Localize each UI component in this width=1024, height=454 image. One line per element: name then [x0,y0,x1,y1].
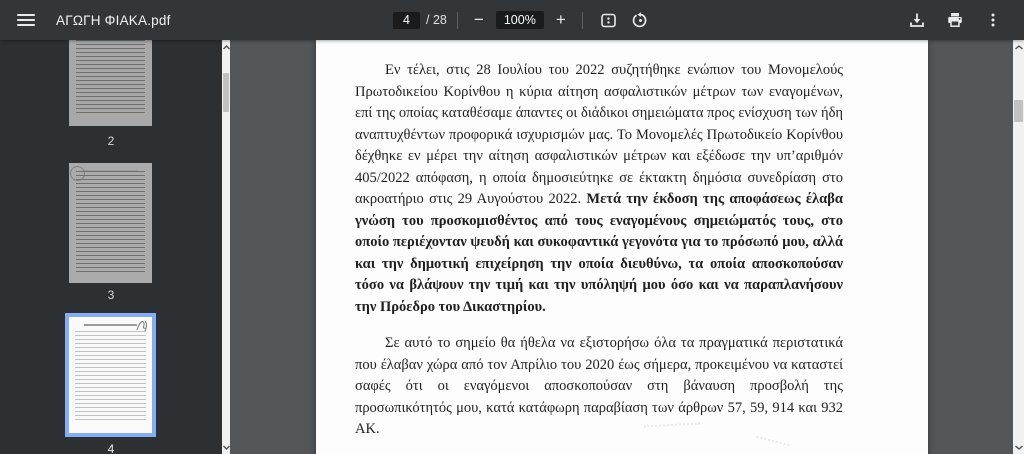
scroll-down-icon[interactable] [222,440,230,454]
fit-to-page-icon [600,12,617,29]
rotate-button[interactable] [627,6,655,34]
toolbar-page-controls [393,0,657,40]
thumbnail-content [75,331,146,421]
thumbnail-page-4-selected[interactable] [65,313,156,437]
viewer-area [230,40,1013,454]
thumbnail-content [76,40,145,116]
print-button[interactable] [941,6,969,34]
fit-page-button[interactable] [595,6,623,34]
more-options-button[interactable] [979,6,1007,34]
print-icon [946,11,964,29]
pdf-page [316,40,928,454]
toolbar-divider [582,12,583,29]
rotate-counterclockwise-icon [632,12,649,29]
text-run: Εν τέλει, στις 28 Ιουλίου του 2022 συζητήθηκε ενώπιον του Μονομελούς Πρωτοδικείου Κορίνθου η κύρια αίτηση ασφαλιστικών μέτρων των εναγομένων, επί της οποίας καταθέσαμε άπαντες οι διάδικοι σημειώματα προς ενίσχυση των ήδη αναπτυχθέντων προφορικά ισχυρισμών μας. Το Μονομελές Πρωτοδικείο Κορίνθου δέχθηκε εν μέρει την αίτηση ασφαλιστικών μέτρων και εξέδωσε την υπ’αριθμόν 405/2022 απόφαση, η οποία δημοσιεύτηκε σε έκτακτη δημόσια συνεδρίαση στο ακροατήριο στις 29 Αυγούστου 2022. [355,62,843,207]
menu-button[interactable] [6,0,46,40]
main-scrollbar-thumb[interactable] [1014,100,1023,122]
thumbnail-content [76,171,145,273]
scroll-down-icon[interactable] [1013,440,1024,454]
kebab-menu-icon [984,11,1002,29]
thumbnail-label-2: 2 [107,134,115,148]
document-text [316,40,928,441]
thumbnail-label-4: 4 [107,442,115,454]
signature-mark [134,319,150,333]
thumbnail-page-2[interactable] [69,40,152,126]
download-button[interactable] [903,6,931,34]
toolbar-right [898,0,1012,40]
document-paragraph [355,60,843,318]
viewer-content [0,40,1024,454]
main-scrollbar[interactable] [1013,40,1024,454]
thumbnail-page-3[interactable] [69,163,152,283]
hamburger-icon [17,11,35,29]
pdf-toolbar [0,0,1024,40]
download-icon [908,11,926,29]
thumbnail-label-3: 3 [107,288,115,302]
zoom-in-button[interactable]: + [550,8,572,32]
thumbnail-content [84,324,137,326]
zoom-level-field[interactable]: 100% [496,11,544,29]
stamp-mark [70,166,85,181]
sidebar-scrollbar[interactable] [222,40,230,454]
text-run: Μετά την έκδοση της αποφάσεως έλαβα γνώση του προσκομισθέντος από τους εναγομένους σημειώματός τους, στο οποίο περιέχονταν ψευδή και συκοφαντικά γεγονότα για το πρόσωπό μου, αλλά και την δημοτική επιχείρηση την οποία διευθύνω, τα οποία αποσκοπούσαν τόσο να βλάψουν την τιμή και την υπόληψή μου όσο και να παραπλανήσουν την Πρόεδρο του Δικαστηρίου. [355,191,843,315]
sidebar-scrollbar-thumb[interactable] [223,73,229,112]
document-paragraph [355,333,843,441]
text-run: Σε αυτό το σημείο θα ήθελα να εξιστορήσω όλα τα πραγματικά περιστατικά που έλαβαν χώρα από τον Απρίλιο του 2020 έως σήμερα, προκειμένου να καταστεί σαφές ότι οι εναγόμενοι αποσκοπούσαν στη βάναυση προσβολή της προσωπικότητός μου, κατά κατάφωρη παραβίαση των άρθρων 57, 59, 914 και 932 ΑΚ. [355,335,843,437]
zoom-out-button[interactable]: − [468,8,490,32]
page-count-label: / 28 [426,13,447,27]
toolbar-left [0,0,171,40]
scroll-up-icon[interactable] [222,40,230,54]
page-number-input[interactable] [393,12,420,29]
scroll-up-icon[interactable] [1013,40,1024,54]
document-title: ΑΓΩΓΗ ΦΙΑΚΑ.pdf [56,12,171,28]
thumbnail-sidebar [0,40,222,454]
toolbar-divider [457,12,458,29]
